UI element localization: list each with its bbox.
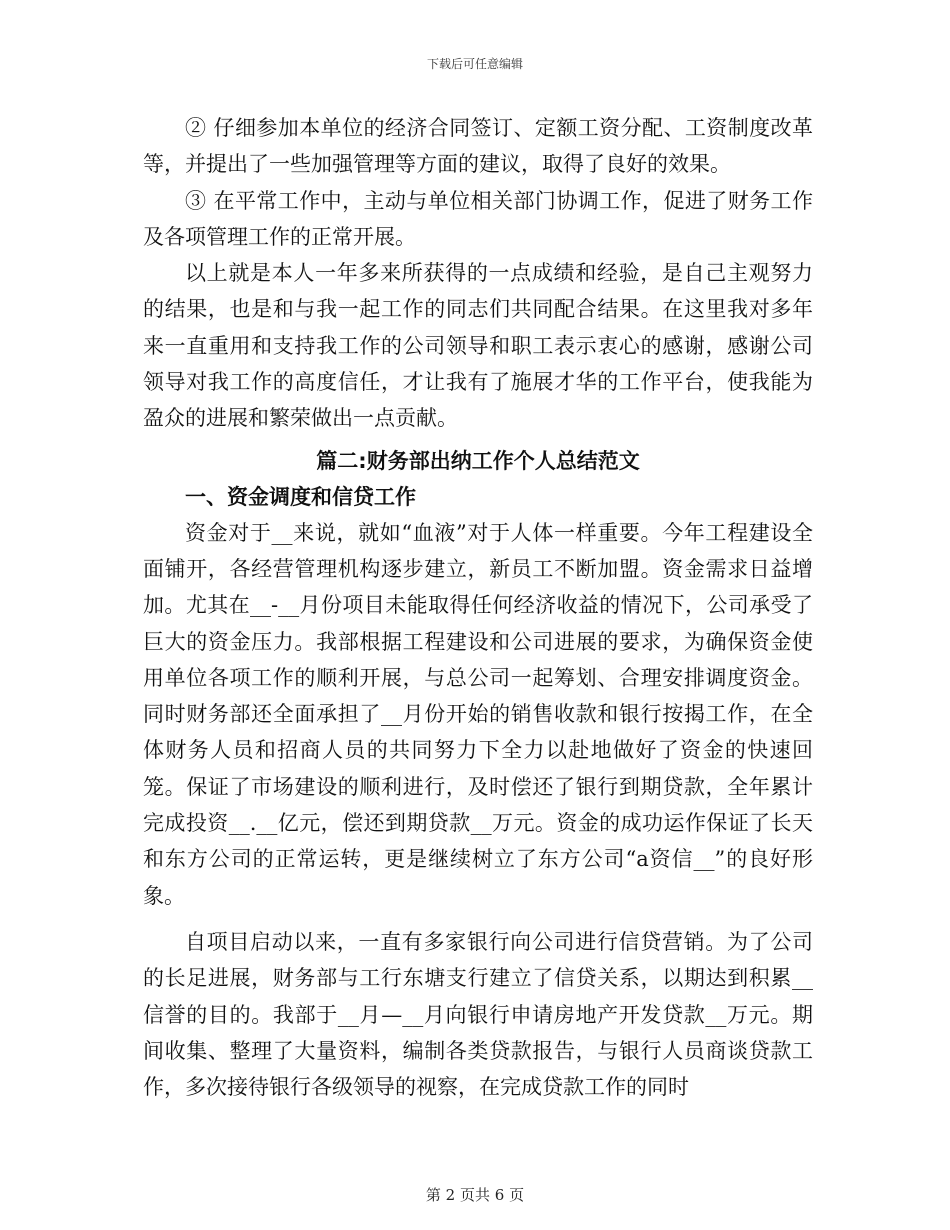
page-header: 下载后可任意编辑 [426, 57, 523, 71]
section-title: 篇二:财务部出纳工作个人总结范文 [316, 448, 640, 473]
paragraph: 自项目启动以来，一直有多家银行向公司进行信贷营销。为了公司的长足进展，财务部与工行东塘支行建立了信贷关系，以期达到积累__信誉的目的。我部于__月—__月向银行申请房地产开发贷款__万元。期间收集、整理了大量资料，编制各类贷款报告，与银行人员商谈贷款工作，多次接待银行各级领导的视察，在完成贷款工作的同时 [143, 929, 813, 1100]
document-body [143, 110, 813, 1105]
paragraph: ③ 在平常工作中，主动与单位相关部门协调工作，促进了财务工作及各项管理工作的正常开展。 [143, 188, 813, 249]
paragraph: 以上就是本人一年多来所获得的一点成绩和经验，是自己主观努力的结果，也是和与我一起工作的同志们共同配合结果。在这里我对多年来一直重用和支持我工作的公司领导和职工表示衷心的感谢，感谢公司领导对我工作的高度信任，才让我有了施展才华的工作平台，使我能为盈众的进展和繁荣做出一点贡献。 [143, 261, 813, 431]
paragraph: 资金对于__来说，就如“血液”对于人体一样重要。今年工程建设全面铺开，各经营管理机构逐步建立，新员工不断加盟。资金需求日益增加。尤其在__-__月份项目未能取得任何经济收益的情况下，公司承受了巨大的资金压力。我部根据工程建设和公司进展的要求，为确保资金使用单位各项工作的顺利开展，与总公司一起筹划、合理安排调度资金。同时财务部还全面承担了__月份开始的销售收款和银行按揭工作，在全体财务人员和招商人员的共同努力下全力以赴地做好了资金的快速回笼。保证了市场建设的顺利进行，及时偿还了银行到期贷款，全年累计完成投资__.__亿元，偿还到期贷款__万元。资金的成功运作保证了长天和东方公司的正常运转，更是继续树立了东方公司“a资信__”的良好形象。 [143, 520, 813, 908]
page-footer: 第 2 页共 6 页 [425, 1186, 525, 1204]
subsection-heading: 一、资金调度和信贷工作 [185, 484, 416, 509]
paragraph: ② 仔细参加本单位的经济合同签订、定额工资分配、工资制度改革等，并提出了一些加强管理等方面的建议，取得了良好的效果。 [143, 116, 813, 177]
